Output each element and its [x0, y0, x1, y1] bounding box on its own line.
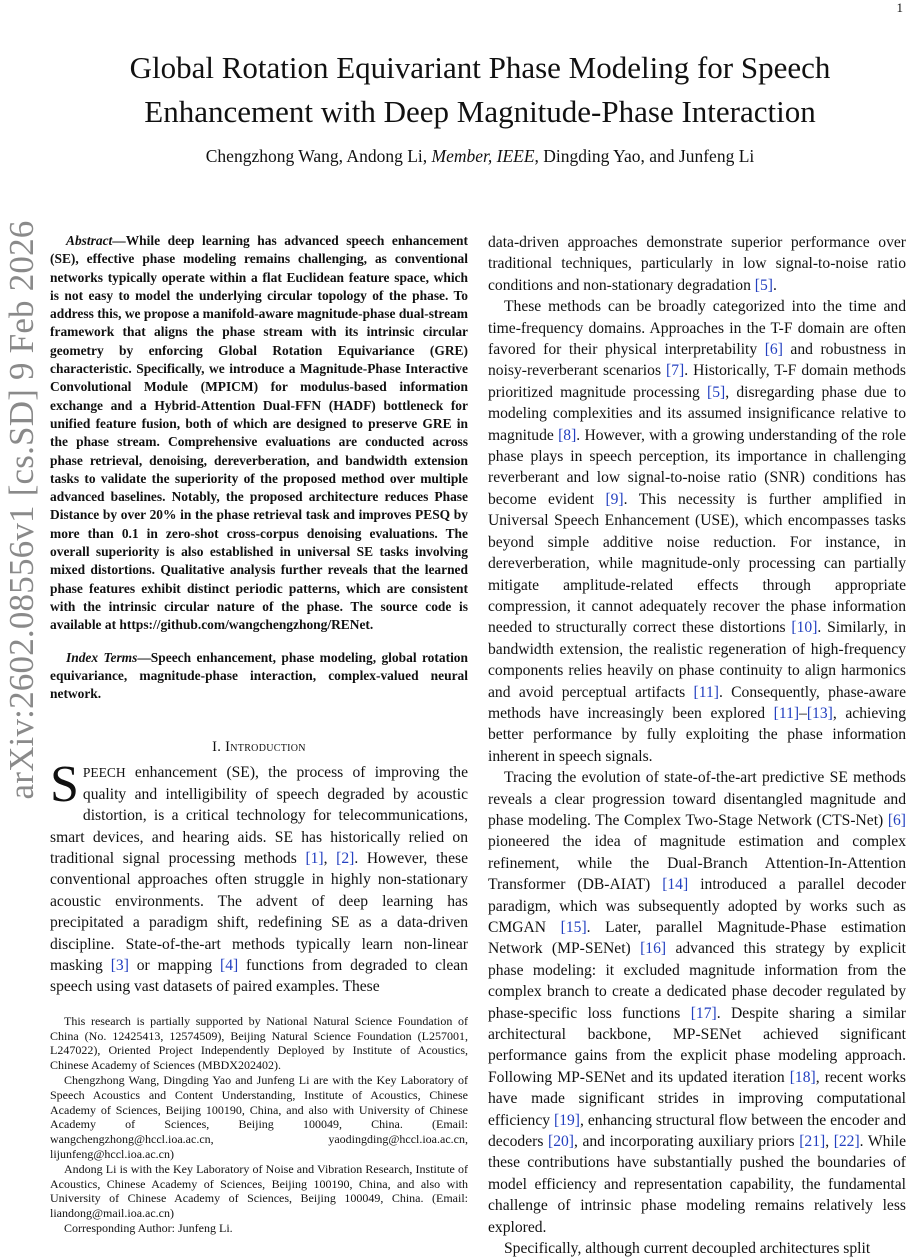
footnote-corresponding: Corresponding Author: Junfeng Li.	[64, 1221, 233, 1236]
citation-link[interactable]: [19]	[554, 1111, 580, 1129]
citation-link[interactable]: [2]	[336, 850, 355, 868]
index-terms-label: Index Terms	[66, 649, 138, 665]
citation-link[interactable]: [21]	[799, 1133, 826, 1151]
citation-link[interactable]: [18]	[789, 1068, 816, 1086]
citation-link[interactable]: [9]	[605, 490, 624, 508]
body-paragraph: Tracing the evolution of state-of-the-art predictive SE methods reveals a clear progression toward disentangled magnitude and phase modeling. The Complex Two-Stage Network (CTS-Net) [6] pioneered the idea of magnitude estimation and complex refinement, while the Dual-Branch Attention-In-Attention Transformer (DB-AIAT) [14] introduced a parallel decoder paradigm, which was subsequently adopted by works such as CMGAN [15]. Later, parallel Magnitude-Phase estimation Network (MP-SENet) [16] advanced this strategy by explicit phase modeling: it excluded magnitude information from the complex branch to create a dedicated phase decoder regulated by phase-specific loss functions [17]. Despite sharing a similar architectural backbone, MP-SENet achieved significant performance gains from the explicit phase modeling approach. Following MP-SENet and its updated iteration [18], recent works have made significant strides in improving computational efficiency [19], enhancing structural flow between the encoder and decoders [20], and incorporating auxiliary priors [21], [22]. While these contributions have substantially pushed the boundaries of model efficiency and representation capability, the fundamental challenge of intrinsic phase modeling remains relatively less explored.	[488, 769, 906, 1236]
body-paragraph: data-driven approaches demonstrate superior performance over traditional techniques, particularly in low signal-to-noise ratio conditions and non-stationary degradation [5].	[488, 234, 906, 294]
section-number: I.	[212, 739, 226, 756]
author-membership: Member, IEEE	[431, 146, 535, 166]
authors-part-1: Chengzhong Wang, Andong Li,	[205, 146, 432, 166]
abstract-text: —While deep learning has advanced speech enhancement (SE), effective phase modeling remains challenging, as conventional networks typically operate within a flat Euclidean feature space, which is not easy to model the underlying circular topology of the phase. To address this, we propose a manifold-aware magnitude-phase dual-stream framework that aligns the phase stream with its intrinsic circular geometry by enforcing Global Rotation Equivariance (GRE) characteristic. Specifically, we introduce a Magnitude-Phase Interactive Convolutional Module (MPICM) for modulus-based information exchange and a Hybrid-Attention Dual-FFN (HADF) bottleneck for unified feature fusion, both of which are designed to preserve GRE in the phase stream. Comprehensive evaluations are conducted across phase retrieval, denoising, dereverberation, and bandwidth extension tasks to validate the superiority of the proposed method over multiple advanced baselines. Notably, the proposed architecture reduces Phase Distance by over 20% in the phase retrieval task and improves PESQ by more than 0.1 in zero-shot cross-corpus denoising evaluations. The overall superiority is also established in universal SE tasks involving mixed distortions. Qualitative analysis further reveals that the learned phase features exhibit distinct periodic patterns, which are consistent with the intrinsic circular nature of the phase. The source code is available at https://github.com/wangchengzhong/RENet.	[50, 233, 468, 633]
index-terms	[50, 649, 468, 704]
citation-link[interactable]: [14]	[662, 876, 689, 894]
citation-link[interactable]: [6]	[764, 341, 783, 359]
section-heading	[50, 739, 468, 756]
citation-link[interactable]: [3]	[110, 957, 129, 975]
citation-link[interactable]: [1]	[305, 850, 324, 868]
citation-link[interactable]: [20]	[548, 1133, 574, 1151]
citation-link[interactable]: [17]	[690, 1004, 717, 1022]
citation-link[interactable]: [4]	[220, 957, 239, 975]
left-column	[50, 232, 468, 1236]
page-number: 1	[896, 0, 903, 15]
authors-part-2: , Dingding Yao, and Junfeng Li	[534, 146, 755, 166]
body-paragraph: These methods can be broadly categorized into the time and time-frequency domains. Approaches in the T-F domain are often favored for their physical interpretability [6] and robustness in noisy-reverberant scenarios [7]. Historically, T-F domain methods prioritized magnitude processing [5], disregarding phase due to modeling complexities and its assumed insignificance relative to magnitude [8]. However, with a growing understanding of the role phase plays in speech perception, its importance in challenging reverberant and low signal-to-noise ratio (SNR) conditions has become evident [9]. This necessity is further amplified in Universal Speech Enhancement (USE), which encompasses tasks beyond simple additive noise reduction. For instance, in dereverberation, while magnitude-only processing can partially mitigate amplitude-related effects through appropriate compression, it cannot adequately recover the phase information needed to structurally correct these distortions [10]. Similarly, in bandwidth extension, the realistic regeneration of high-frequency components relies heavily on phase continuity to align harmonics and avoid perceptual artifacts [11]. Consequently, phase-aware methods have increasingly been explored [11]–[13], achieving better performance by fully exploiting the phase information inherent in speech signals.	[488, 298, 906, 765]
citation-link[interactable]: [22]	[833, 1133, 860, 1151]
intro-small-caps: PEECH	[82, 765, 126, 781]
abstract-label: Abstract	[66, 233, 113, 248]
citation-link[interactable]: [11]	[773, 704, 800, 722]
body-paragraph: Specifically, although current decoupled architectures split	[504, 1240, 871, 1258]
intro-text: enhancement (SE), the process of improving the quality and intelligibility of speech degraded by acoustic distortion, is a critical technology for telecommunications, smart devices, and hearing aids. SE has historically relied on traditional signal processing methods [1], [2]. However, these conventional approaches often struggle in highly non-stationary acoustic environments. The advent of deep learning has precipitated a paradigm shift, redefining SE as a data-driven discipline. State-of-the-art methods typically learn non-linear masking [3] or mapping [4] functions from degraded to clean speech using vast datasets of paired examples. These	[50, 764, 469, 996]
citation-link[interactable]: [7]	[666, 362, 685, 380]
author-list	[0, 146, 906, 167]
citation-link[interactable]: [10]	[791, 619, 818, 637]
right-column	[488, 232, 906, 1260]
title-line-2: Enhancement with Deep Magnitude-Phase Interaction	[144, 94, 816, 129]
drop-cap: S	[50, 756, 79, 814]
arxiv-identifier: arXiv:2602.08556v1 [cs.SD] 9 Feb 2026	[2, 220, 41, 800]
title-line-1: Global Rotation Equivariant Phase Modeling for Speech	[129, 50, 831, 85]
citation-link[interactable]: [5]	[754, 276, 773, 294]
abstract	[50, 232, 468, 635]
citation-link[interactable]: [16]	[640, 940, 667, 958]
citation-link[interactable]: [13]	[806, 704, 833, 722]
paper-title	[0, 46, 906, 134]
footnote-funding: This research is partially supported by National Natural Science Foundation of China (No. 12425413, 12574509), Beijing Natural Science Foundation (L257001, L247022), Oriented Project Independently Deployed by Institute of Acoustics, Chinese Academy of Sciences (MBDX202402).	[50, 1013, 468, 1073]
citation-link[interactable]: [8]	[558, 426, 577, 444]
footnotes	[50, 1014, 468, 1236]
citation-link[interactable]: [6]	[887, 811, 906, 829]
citation-link[interactable]: [11]	[693, 683, 719, 701]
citation-link[interactable]: [15]	[560, 919, 587, 936]
footnote-affiliation-2: Andong Li is with the Key Laboratory of Noise and Vibration Research, Institute of Acoustics, Chinese Academy of Sciences, Beijing 100190, China, and also with University of Chinese Academy of Sciences, Beijing 100049, China. (Email: liandong@mail.ioa.ac.cn)	[50, 1161, 468, 1221]
footnote-affiliation-1: Chengzhong Wang, Dingding Yao and Junfeng Li are with the Key Laboratory of Speech Acoustics and Content Understanding, Institute of Acoustics, Chinese Academy of Sciences, Beijing 100190, China, and also with University of Chinese Academy of Sciences, Beijing 100049, China. (Email: wangchengzhong@hccl.ioa.ac.cn, yaodingding@hccl.ioa.ac.cn, lijunfeng@hccl.ioa.ac.cn)	[50, 1073, 468, 1162]
citation-link[interactable]: [5]	[707, 383, 726, 401]
intro-paragraph	[50, 756, 469, 997]
section-title: Introduction	[225, 739, 306, 756]
index-terms-text: —Speech enhancement, phase modeling, global rotation equivariance, magnitude-phase interaction, complex-valued neural network.	[50, 649, 468, 702]
